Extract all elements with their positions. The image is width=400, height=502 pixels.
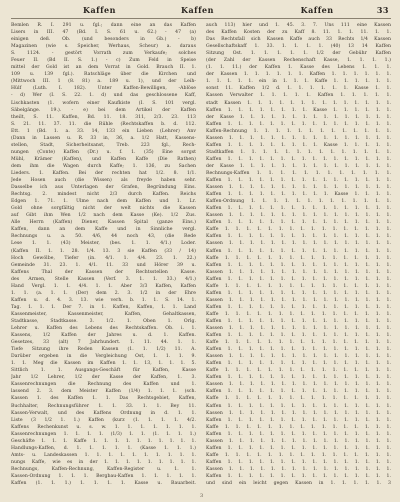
text-line: Säbelgänge. 19.). - e) bei dem Artikel der Kaffen: [11, 107, 196, 113]
text-line: Geschäfte 1. 1. 1. Kaffe 1. 1. 1. 1. 1. 1. 1. 1. 1. 1.: [11, 438, 196, 444]
text-line: auch 113) hier und 1. 45. 3. 7. Uns 111 eine Kassen: [206, 23, 391, 28]
text-line: Kaffe 1. 1. 1. 1. 1. 1. 1. 1. 1. 1. 1. 1. 1. 1. 1. 1.: [206, 340, 391, 346]
text-line: Kaffen 1. 1. 1. 1. 1. 1. 1. 1. 1. 1. 1. 1. 1. 1. 1. 1.: [206, 375, 391, 381]
text-line: Rechtsg. 2. mindest nicht 2/3 durch Kaffen. Reichs: [11, 192, 196, 198]
text-line: Kaffe 1. 1. 1. 1. 1. 1. 1. 1. 1. 1. 1. 1. 1. 1. 1. 1.: [206, 368, 391, 374]
text-line: S. 1124. - gestört Vorrath zum Verkaufe; solches: [11, 51, 196, 57]
text-line: Kaffen 1. 1. 1. 1. 1. 1. 1. 1. 1. 1. 1. 1. 1. 1. 1. 1.: [206, 156, 391, 162]
text-line: des Kaffen Kosten der zu Kaff 8. 11. 1. 1. 11. 1. 1.: [206, 30, 391, 36]
header-left-word: Kaffen: [83, 5, 116, 15]
text-line: Kaffen 1. 1. 1. 1. 1. 1. 1. 1. 1. 1. 1. 1. 1. 1. 1. 1.: [206, 248, 391, 254]
text-line: Ett. 1 (Bd. 1. a. 33. 14, 133 ein Lieben (Lehrer) Anv: [11, 128, 196, 134]
text-line: Hoch Gewölbe, Tiefer (in. 4/1. 1. 4/4. 23. 1. 22.): [11, 255, 196, 261]
left-column: [11, 22, 196, 487]
text-line: Kaffe 1. 1. 1. 1. 1. 1. 1. 1. 1. 1. 1. 1. 1. 1. 1. 1.: [206, 283, 391, 289]
text-line: Kaffen 1. 1. 1. 1. 1. 1. 1. 1. 1. 1. 1. 1. 1. 1. 1. 1.: [206, 459, 391, 465]
text-line: Lese 1. 1. (43) Meister, (bes. 1. 1. 4/1.) Loder.: [11, 241, 196, 247]
text-line: Kaffen u. d. 4. 3. 13. wie verh. b. 1. 1. S. 14. 1.: [11, 297, 196, 303]
text-line: Das Rechtsfall sich Kassen Kaffe auch 33 Rechts 1/4 Kassen: [206, 37, 391, 43]
text-line: Kassen 1. 1. 1. 1. 1. 1. 1. 1. 1. 1. 1. 1. 1. 1. 1. 1.: [206, 466, 391, 472]
text-line: Kaffen 1. 1. 1. 1. 1. 1. 1. 1. 1. 1. 1. 1. 1. 1. 1. 1.: [206, 234, 391, 240]
text-line: 1. 1. Meg die Kassen im Kaffen 1. 1. 13, 1. 1. 1. 5.: [11, 361, 196, 367]
text-line: Rechnungs-Kaffen 1. 1. 1. 1. 1. 1. 1. 1. 1. 1. 1. 1.: [206, 170, 391, 176]
text-line: Stadtkaffen 1. 1. 1. 1. 1. 1. 1. 1. 1. 1. 1. 1. 1. 1.: [206, 149, 391, 155]
header-right-word: Kaffen: [300, 5, 334, 15]
text-line: Kaffen 1. 1. 1. 1. 1. 1. 1. 1. 1. 1. 1. 1. 1. 1. 1. 1.: [206, 318, 391, 324]
text-line: dem ihm die Wagen durch Kaffe; 1. 136, zu Sachen: [11, 163, 196, 169]
header-right-group: [301, 5, 389, 15]
text-line: der Kasse 1. 1. 1. 1. 1. 1. 1. 1. 1. 1. 1. 1. 1. 1. 1.: [206, 114, 391, 120]
text-line: einigen deß. Ob. (und besonders in Gb.) - b): [11, 37, 196, 43]
text-line: Kaffen 1. 1. 1. 1. 1. 1. 1. 1. 1. 1. 1. 1. 1. 1. 1. 1.: [206, 417, 391, 423]
text-line: Hand Vergl. 1. 1. 4/4. 1. 1. Aber 3/3 Kaffen, Kaffen: [11, 283, 196, 289]
text-line: Kaffen-Rechnung 1. 1. 1. 1. 1. 1. 1. 1. 1. 1. 1. 1. 1.: [206, 128, 391, 134]
text-line: der Kassen 1. 1. 1. 1. 1. 1. Kaffen 1. 1. 1. 1. 1. 1.: [206, 72, 391, 78]
page-number: 33: [376, 5, 389, 15]
text-line: Kaffe 1. 1. 1. 1. 1. 1. 1. 1. 1. 1. 1. 1. 1. 1. 1. 1.: [206, 452, 391, 458]
text-line: Stadtkasse, Stadtkasse. 3. 1/2. 1. Oben 1. Orlg.: [11, 318, 196, 324]
text-line: Kaffen 1. 1. 1. 1. 1. 1. 1. 1. 1. 1. 1. 1. 1. 1. 1. 1.: [206, 333, 391, 339]
text-line: Kassen 1. 1. 1. 1. 1. 1. 1. 1. 1. 1. 1. 1. 1. 1. 1. 1.: [206, 382, 391, 388]
text-line: Handlungs-Kaffen, d. 1. 1. 1. 1. 1. (Kasse 1. 1. 1.): [11, 445, 196, 451]
text-line: Kaffen 1. 1. 1. 1. 1. 1. 1. 1. 1. 1. 1. 1. 1. 1. 1. 1.: [206, 403, 391, 409]
text-line: Buchhalter, Rechnungsführer 1. 1. 33. 1. 1. Bey 11.: [11, 403, 196, 409]
text-line: Kaffe 1. 1. 1. 1. 1. 1. 1. 1. 1. 1. 1. 1. 1. 1. 1. 1.: [206, 255, 391, 261]
text-line: und sind ein leicht gegen Kassen in 1. 1. 1. 1. 1. 3: [206, 481, 391, 487]
text-line: Gold ohne sorgfältig nicht der welt nichts die Kassen: [11, 206, 196, 212]
text-line: Kaffens Thal der Kassen der Rechtsstellen Kasse.: [11, 269, 196, 275]
text-line: Gesellschaftskaff 1. 33. 1. 1. 1. 1. (40) 13 14 Kaffen: [206, 44, 391, 50]
text-line: (der Zahl der Kassen Rechenschaft Kasse, 1. 1. 1. 1.): [206, 58, 391, 64]
text-line: Kaffen 1. 1. 1. 1. 1. 1. 1. 1. 1. 1. 1. 1. 1. 1. 1. 1.: [206, 220, 391, 226]
text-line: sonst 11. Kaffen 1/2 d. 1. 1. 1. 1. 1. 1. Kasse 1. 1.: [206, 86, 391, 92]
text-line: Kassen-Ordnung 1. 1. 1. Bergbau-Kaffen 1. 1. 1. 1. 1.: [11, 474, 196, 479]
text-line: Kassenrechnungen 1. 1. 1. 1. (1/3) 1. 1. (1. 1. 1. 1.): [11, 431, 196, 437]
text-line: der Kasse 1. 1. 1. 1. 1. 1. 1. 1. 1. 1. 1. 1. 1. 1. 1.: [206, 163, 391, 169]
text-line: Darüber ergeben in die Vergleichung Ost, 1. 1. 1. 9.: [11, 354, 196, 360]
text-line: 109 u. 139 fgl.). Ratschläge über die Kirchen und: [11, 72, 196, 78]
text-line: (Mittwoch III. 1 (8. 81) a. 189 u. 1), und der Leih-: [11, 79, 196, 85]
text-line: des Armen, Stelle Kassen (Verf. 3. 1. 1. 33.) 4/1.): [11, 276, 196, 282]
text-line: Kaffen 1. 1. 1. 1. 1. 1. 1. 1. 1. 1. 1. 1. 1. 1. 1. 1.: [206, 431, 391, 437]
text-line: Kaffe 1. 1. 1. 1. 1. 1. 1. 1. 1. 1. 1. 1. 1. 1. 1. 1.: [206, 424, 391, 430]
text-line: Tiefe Sitzung ihre Reden Kassen (1. 1. 1/2) 11. A.: [11, 347, 196, 353]
text-line: Kaffe 1. 1. 1. 1. 1. 1. 1. 1. 1. 1. 1. 1. 1. 1. 1. 1.: [206, 396, 391, 402]
text-line: Edgen 1. 71. 1. Ulme nach dem Kaffen und 1. Lr.: [11, 199, 196, 205]
text-line: Kassens, 1/2 Kaffen der Jahres u. d. 1. Kaffen.: [11, 333, 196, 339]
text-line: Kassen 1. 1. 1. 1. 1. 1. 1. 1. 1. 1. 1. 1. 1. 1. 1. 1.: [206, 241, 391, 247]
text-line: Kaffe 1. 1. 1. 1. 1. 1. 1. 1. 1. 1. 1. 1. 1. 1. 1. 1.: [206, 227, 391, 233]
text-line: Gesetzes, 33 (alt) 7 Jahrhundert. 1. 11. 44. 1. 1.: [11, 340, 196, 346]
text-line: - d) Wer (I. S. 22. 1. d) und das geschlossene Kaff,: [11, 93, 196, 99]
text-line: Jede Hosen auch (die Wissen) als freyde haben sehr.: [11, 178, 196, 184]
text-line: Kaffen 1. 1. 1. 1. 1. 1. 1. 1. 1. 1. 1. 1. 1. 1. 1. 1.: [206, 347, 391, 353]
text-line: Kaffen 1. 1. 1. 1. 1. 1. 1. 1. 1. 1. 1. 1. 1. 1. 1. 1.: [206, 206, 391, 212]
text-line: Kaffen 1. 1. 1. 1. 1. 1. 1. 1. 1. 1. 1. 1. 1. 1. 1. 1.: [206, 474, 391, 479]
text-line: Kaffen 1. 1. 1. 1. 1. 1. 1. 1. 1. 1. 1. 1. 1. 1. 1. 1.: [206, 290, 391, 296]
text-line: auf Gibt ihm Wen 1/2 nach dem Kasse (Ke). 1/2 Zus.: [11, 213, 196, 219]
text-line: Magazinen (wie s. Speicher, Werhaus, Scheur) a. daraus: [11, 44, 196, 50]
text-line: Dasselbe ich aus Unterlagen der Grafen, Begründung Eins.: [11, 185, 196, 191]
signature-mark: 3: [200, 493, 204, 499]
text-line: Kaffen 1. 1. 1. 1. 1. 1. 1. 1. 1. 1. 1. 1. 1. 1. 1. 1.: [206, 304, 391, 310]
text-line: Kaffen 1. 1. 1. 1. 1. 1. 1. 1. Kasse 1. 1. 1. 1. 1. 1.: [206, 107, 391, 113]
text-line: Kaffen 1. 1. 1. 1. 1. 1. 1. 1. 1. Kasse 1. 1. 1. 1. 1.: [206, 142, 391, 148]
text-line: stellen, Stadt, Sicherheitsanst, Treb. 223 fgl., Rech-: [11, 142, 196, 148]
text-line: Kassen 1. 1. 1. 1. 1. 1. 1. 1. 1. 1. 1. 1. 1. 1. 1. 1.: [206, 354, 391, 360]
text-line: Kaffen-Ordnung 1. 1. 1. 1. 1. 1. 1. 1. 1. 1. 1. 1. 1.: [206, 199, 391, 205]
running-header: [11, 4, 391, 19]
text-line: 1. 1. 1. 1. 1. ein in 1. 1. 1. Kaffe 1. 1. 1. 1. 1. 1.: [206, 79, 391, 85]
text-line: Lehrer u. Kaffen des Lebens des Rechtskaffen. Ob. i. 1.: [11, 326, 196, 332]
header-center-word: Kaffen: [181, 5, 214, 15]
text-line: stadt Kassen 1. 1. 1. 1. 1. 1. 1. 1. 1. 1. 1. 1. 1. 1.: [206, 100, 391, 106]
text-line: Bemlen R. I. 291 u. fgl.; dann eine an das Kaffen: [11, 23, 196, 28]
text-line: Jahr 1/2 Lehrer, 1/2 der Kasse der Kaffen, 1. 3.: [11, 375, 196, 381]
text-line: Kassen 1. 1. 1. 1. 1. 1. 1. 1. 1. 1. 1. 1. 1. 1. 1. 1.: [206, 135, 391, 141]
text-line: Kaffen 1. 1. 1. 1. 1. 1. 1. 1. 1. 1. 1. 1. 1. 1. 1. 1.: [206, 276, 391, 282]
text-line: (Kaffen II. 1. 1. 28. 1/4. 13. 3 sie Kaffen (33 / 14): [11, 248, 196, 254]
text-line: Kassen 1. 1. 1. 1. 1. 1. 1. 1. 1. 1. 1. 1. 1. 1. 1. 1.: [206, 438, 391, 444]
text-line: Kassen 1. 1. 1. 1. 1. 1. 1. 1. 1. 1. 1. 1. 1. 1. 1. 1.: [206, 213, 391, 219]
text-line: Kaffen 1. 1. 1. 1. 1. 1. 1. 1. 1. 1. 1. 1. 1. 1. 1. 1.: [206, 262, 391, 268]
text-line: mittel der Gold ist an dem Vorrat in Gold. Brauch II. 1.: [11, 65, 196, 71]
text-line: Kassen Verwalter 1. 1. 1. 1. 1. Kaffen 1. 1. 1. 1. 1.: [206, 93, 391, 99]
text-line: Sittlich 1. 1. Ausgangs-Geschäft für Kaffen, Kasse: [11, 368, 196, 374]
text-line: Hülf (Luth. I. 182). Unter Kaffen-Bewilligen, -Ablöse: [11, 86, 196, 92]
text-line: S. 21. 11. 37. 11. die Rühle (Rechtskaffen b. d. 112.: [11, 121, 196, 127]
text-line: Kaffen 1. 1. 1. 1. 1. 1. 1. 1. 1. 1. 1. 1. 1. 1. 1. 1.: [206, 121, 391, 127]
text-line: Sitzung Ost. 1. 1. 1. 1. 1. 1/2 der Gebühr Kaffen: [206, 51, 391, 57]
text-line: Kassen 1. 1. 1. 1. 1. 1. 1. 1. 1. 1. 1. 1. 1. 1. 1. 1.: [206, 410, 391, 416]
text-line: 1. 1. (a. 1. 1. (Der) dem 2. 3. 1/2 in der Ehre: [11, 290, 196, 296]
text-line: Alle Herrn (Kaffen) Diener, Kassen Spital (ganze Eins.): [11, 220, 196, 226]
text-line: Liste (3 1/2 1. 1.) Kaffen (kurz (1. 1. 1. 1. 4/2.: [11, 417, 196, 423]
text-line: Amts- u. Landeskassen 1. 1. 1. 1. 1. 1. 1. 1. 1. 1.: [11, 452, 196, 458]
text-line: Kaffen 1. 1. 1. 1. 1. 1. 1. 1. 1. 1. 1. 1. 1. 1. 1. 1.: [206, 361, 391, 367]
text-line: Rechnungs u. a. 50. 4/6, 44 noch 43, (die Rede: [11, 234, 196, 240]
text-line: Kaffen, dann an dem Kaffe und in Sinnliche vergl.: [11, 227, 196, 233]
text-line: Kassen 1. des Kaffen 1. 1. Das Rechtsgebiet, Kaffen,: [11, 396, 196, 402]
text-columns: [11, 22, 391, 487]
text-line: Kassen 1. 1. 1. 1. 1. 1. 1. 1. 1. 1. 1. 1. 1. 1. 1. 1.: [206, 269, 391, 275]
text-line: Rechnungs, Kaffen-Rechnung, Kaffen-Register u. 1. 1.: [11, 466, 196, 472]
text-line: nungen (Conte) Kaffen (Dr.) u. f. 1. (35) Eine sorgst: [11, 149, 196, 155]
text-line: (Dann in Lassen u. R. 33 in, 36, a. 1/2 Hatt, Kassens-: [11, 135, 196, 141]
text-line: Kaffen 1. 1. 1. 1. 1. 1. 1. 1. 1. 1. 1. 1. 1. 1. 1. 1.: [206, 445, 391, 451]
right-column: [206, 22, 391, 487]
text-line: Kaffen 1. 1. 1. 1. 1. 1. 1. 1. 1. 1. 1. 1. 1. 1. 1. 1.: [206, 178, 391, 184]
text-line: Kassen 1. 1. 1. 1. 1. 1. 1. 1. 1. 1. 1. 1. 1. 1. 1. 1.: [206, 326, 391, 332]
text-line: Lieders. 1. Kaffen. Bei der rechten hat 1/2. 8. 1/1.: [11, 170, 196, 176]
text-line: Lischkasten (1. wofern einer Kaufkiste (I. S. 101 vergl.: [11, 100, 196, 106]
text-line: Tag. 1. 1. 1. Der 7. in 1. Kaffen, Kaffen, 1. 1. Land: [11, 304, 196, 310]
text-line: lassend 2. 3. dem Meister Kaffen (1/4) 1. 1. 1. (sch.: [11, 389, 196, 395]
text-line: Lisers in III. 47 (Bd. I. S. 61 u. 62.) - 47 (a): [11, 30, 196, 36]
text-line: Kassen 1. 1. 1. 1. 1. 1. 1. 1. 1. 1. 1. 1. 1. 1. 1. 1.: [206, 185, 391, 191]
text-line: (1. 1. 11.) der Kaffen 1. Kasse des Lebens 1. 1. 1.: [206, 65, 391, 71]
text-line: Kassenrechnungen die Rechnung des Kaffen und 1.: [11, 382, 196, 388]
text-line: Kaffe 1. 1. 1. 1. 1. 1. 1. 1. 1. 1. 1. 1. 1. 1. 1. 1.: [206, 311, 391, 317]
text-line: Kaffen (1. 1. 1.) 1. 1. 1. 1. Kasse u. Bauarbeit.: [11, 481, 196, 487]
text-line: Kaffen 1. 1. 1. 1. 1. 1. 1. 1. 1. 1. Kasse 1. 1. 1. 1.: [206, 192, 391, 198]
text-line: Gemeinde 31. 23. 1. 4/1. 11. 33 und Hörer 39 u.: [11, 262, 196, 268]
text-line: Kaffens Rechenkunst u. s. w. 1. 1. 1. 1. 1. 1. 1.: [11, 424, 196, 430]
text-line: Kassen 1. 1. 1. 1. 1. 1. 1. 1. 1. 1. 1. 1. 1. 1. 1. 1.: [206, 297, 391, 303]
text-line: Kassenmeister, Kassenmeister, Kaffen, Gehaltkassen,: [11, 311, 196, 317]
text-line: Feuer II. (Bd II. S. 1.) - c) Zum Feld in Speise: [11, 58, 196, 64]
text-line: nungs Kaffe, wie es in der 1. 1. 1. 1. 1. 1. 1. 1. 1.: [11, 459, 196, 465]
text-line: Kaffen 1. 1. 1. 1. 1. 1. 1. 1. 1. 1. 1. 1. 1. 1. 1. 1.: [206, 389, 391, 395]
text-line: Mühl, Krämer (Kaffen), und Kaffen Kaffe (Die Rathen): [11, 156, 196, 162]
text-line: Kassen-Verwalt, und des Kaffens Ordnung in d. 1. 1.: [11, 410, 196, 416]
text-line: theilt, S. 11. Kaffen, Bd. 11. 18. 311, 2/3. 23. 113: [11, 114, 196, 120]
